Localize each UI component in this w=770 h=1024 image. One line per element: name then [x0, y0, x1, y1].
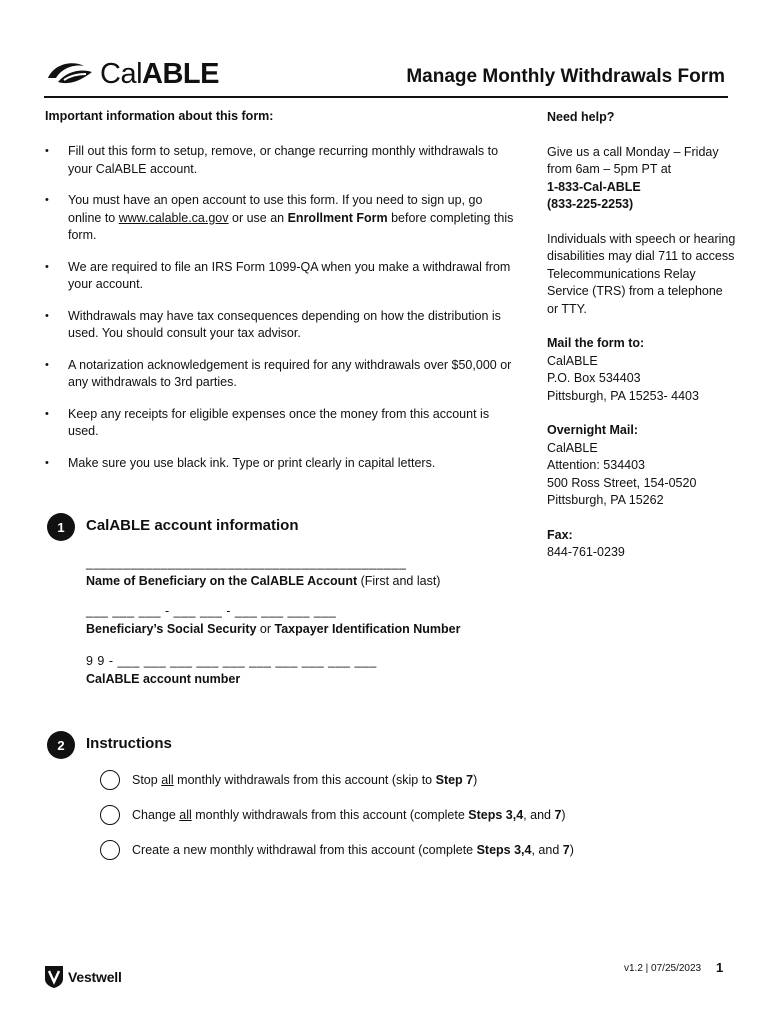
account-number-field[interactable]: 9 9 - ___ ___ ___ ___ ___ ___ ___ ___ ___ ___	[86, 654, 377, 668]
beneficiary-name-label: Name of Beneficiary on the CalABLE Account (First and last)	[86, 574, 441, 588]
section-2-title: Instructions	[86, 735, 172, 752]
list-item: • We are required to file an IRS Form 1099-QA when you make a withdrawal from your account.	[45, 259, 515, 294]
phone-number: (833-225-2253)	[547, 197, 634, 211]
radio-button[interactable]	[100, 840, 120, 860]
list-item: • You must have an open account to use this form. If you need to sign up, go online to www.calable.ca.gov or use an Enrollment Form before completing this form.	[45, 192, 515, 245]
ssn-field[interactable]: ___ ___ ___ - ___ ___ - ___ ___ ___ ___	[86, 604, 337, 618]
radio-button[interactable]	[100, 770, 120, 790]
form-title: Manage Monthly Withdrawals Form	[406, 66, 725, 87]
calable-logo	[44, 56, 234, 92]
option-label: Create a new monthly withdrawal from this account (complete Steps 3,4, and 7)	[132, 843, 574, 857]
beneficiary-name-field[interactable]: ___________________________________________	[86, 556, 407, 570]
contact-phone-block: Give us a call Monday – Friday from 6am – 5pm PT at 1-833-Cal-ABLE (833-225-2253)	[547, 144, 719, 211]
vestwell-logo	[44, 965, 122, 989]
list-item: • Make sure you use black ink. Type or print clearly in capital letters.	[45, 455, 515, 473]
option-label: Stop all monthly withdrawals from this account (skip to Step 7)	[132, 773, 478, 787]
phone-word: 1-833-Cal-ABLE	[547, 179, 641, 194]
page-number: 1	[716, 960, 724, 975]
list-item: • Fill out this form to setup, remove, or change recurring monthly withdrawals to your CalABLE account.	[45, 143, 515, 178]
fax-block: Fax: 844-761-0239	[547, 527, 625, 559]
radio-button[interactable]	[100, 805, 120, 825]
list-item: • Withdrawals may have tax consequences depending on how the distribution is used. You should consult your tax advisor.	[45, 308, 515, 343]
important-info-list	[45, 143, 515, 486]
vestwell-wordmark: Vestwell	[68, 969, 122, 985]
step-2-badge: 2	[47, 731, 75, 759]
ssn-label: Beneficiary’s Social Security or Taxpayer Identification Number	[86, 622, 461, 636]
calable-swoosh-icon	[44, 58, 96, 90]
mail-address-block: Mail the form to: CalABLE P.O. Box 534403 Pittsburgh, PA 15253- 4403	[547, 336, 699, 403]
step-1-badge: 1	[47, 513, 75, 541]
header-divider	[44, 96, 728, 98]
option-change-withdrawals[interactable]	[100, 805, 566, 825]
option-stop-withdrawals[interactable]	[100, 770, 477, 790]
trs-info: Individuals with speech or hearing disabilities may dial 711 to access Telecommunications Relay Service (TRS) from a telephone or TTY.	[547, 231, 736, 316]
option-create-withdrawal[interactable]	[100, 840, 574, 860]
overnight-address-block: Overnight Mail: CalABLE Attention: 534403 500 Ross Street, 154-0520 Pittsburgh, PA 15262	[547, 423, 697, 507]
important-info-heading: Important information about this form:	[45, 109, 274, 123]
calable-website-link[interactable]: www.calable.ca.gov	[118, 210, 229, 225]
help-heading: Need help?	[547, 110, 615, 124]
vestwell-shield-icon	[44, 965, 64, 989]
option-label: Change all monthly withdrawals from this account (complete Steps 3,4, and 7)	[132, 808, 566, 822]
logo-wordmark: CalABLE	[100, 57, 219, 90]
list-item: • A notarization acknowledgement is required for any withdrawals over $50,000 or any withdrawals to 3rd parties.	[45, 357, 515, 392]
version-date: v1.2 | 07/25/2023	[624, 963, 702, 974]
section-1-title: CalABLE account information	[86, 517, 299, 534]
help-sidebar	[547, 109, 737, 579]
list-item: • Keep any receipts for eligible expenses once the money from this account is used.	[45, 406, 515, 441]
account-number-label: CalABLE account number	[86, 672, 241, 686]
